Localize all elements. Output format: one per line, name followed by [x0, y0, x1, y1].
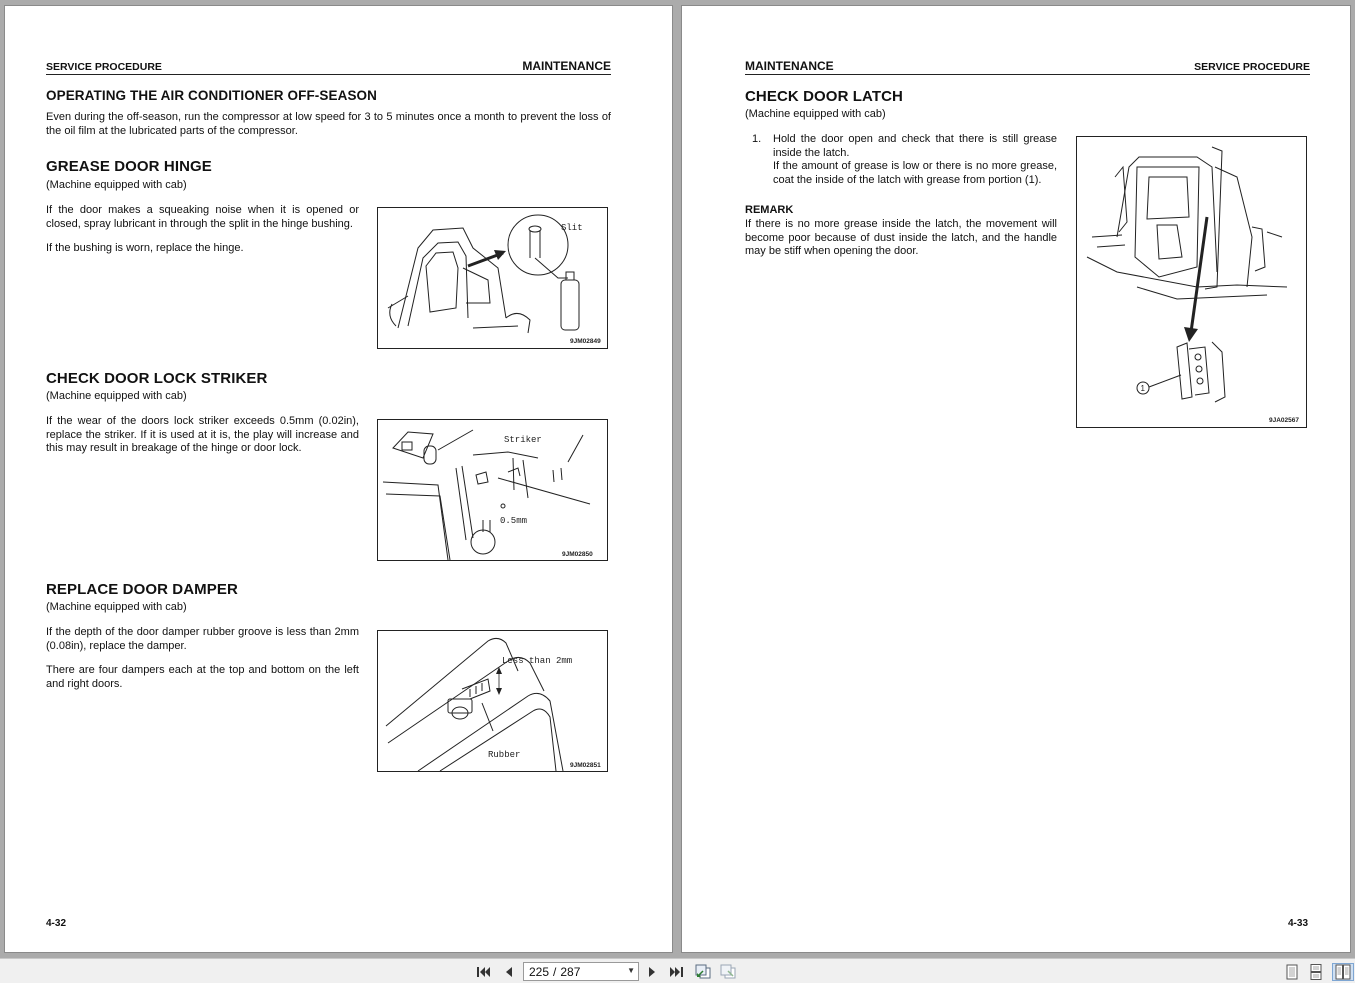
section-subtitle-latch: (Machine equipped with cab)	[745, 108, 886, 120]
total-pages-value: 287	[560, 964, 581, 979]
striker-illustration	[378, 420, 608, 561]
running-header	[745, 59, 1310, 75]
navigate-forward-icon	[719, 964, 737, 980]
section-subtitle-striker: (Machine equipped with cab)	[46, 390, 187, 402]
page-number-right: 4-33	[1288, 918, 1309, 929]
step-text-1: Hold the door open and check that there is still grease inside the latch.	[773, 133, 1057, 159]
fig-label-rubber: Rubber	[488, 750, 521, 760]
fig-callout-1: 1	[1140, 384, 1145, 393]
fig-code-striker: 9JM02850	[562, 551, 593, 558]
section-text-striker: If the wear of the doors lock striker exceeds 0.5mm (0.02in), replace the striker. If it is used at it is, the play will increase and this may result in breakage of the hinge or door lock.	[46, 415, 359, 454]
running-header	[46, 59, 611, 75]
figure-door-hinge	[377, 207, 608, 349]
step-text-2: If the amount of grease is low or there is no more grease, coat the inside of the latch with grease from portion (1).	[773, 160, 1057, 186]
single-page-icon	[1286, 964, 1298, 980]
current-page-value: 225	[529, 964, 550, 979]
two-page-icon	[1335, 964, 1351, 980]
section-text-ac: Even during the off-season, run the compressor at low speed for 3 to 5 minutes once a month to prevent the loss of the oil film at the lubricated parts of the compressor.	[46, 111, 611, 137]
section-subtitle-hinge: (Machine equipped with cab)	[46, 179, 187, 191]
page-number-selector[interactable]	[523, 962, 639, 981]
two-page-view-button[interactable]	[1332, 963, 1354, 981]
single-page-view-button[interactable]	[1283, 963, 1301, 981]
section-subtitle-damper: (Machine equipped with cab)	[46, 601, 187, 613]
last-page-button[interactable]	[667, 963, 685, 981]
header-right-text: MAINTENANCE	[522, 59, 611, 73]
damper-illustration	[378, 631, 608, 772]
latch-illustration	[1077, 137, 1307, 428]
section-title-striker: CHECK DOOR LOCK STRIKER	[46, 370, 268, 387]
section-text-hinge-2: If the bushing is worn, replace the hinge.	[46, 242, 244, 254]
section-title-latch: CHECK DOOR LATCH	[745, 88, 903, 105]
remark-text: If there is no more grease inside the latch, the movement will become poor because of dust inside the latch, and the handle may be stiff when opening the door.	[745, 218, 1057, 257]
cab-hinge-illustration	[378, 208, 608, 349]
header-right-text: SERVICE PROCEDURE	[1194, 61, 1310, 73]
fig-code-hinge: 9JM02849	[570, 338, 601, 345]
next-page-button[interactable]	[643, 963, 661, 981]
next-page-icon	[647, 966, 657, 978]
figure-door-latch	[1076, 136, 1307, 428]
navigate-forward-button[interactable]	[719, 963, 737, 981]
fig-label-dimension: 0.5mm	[500, 516, 528, 526]
page-separator: /	[553, 964, 557, 979]
navigate-back-button[interactable]	[694, 963, 712, 981]
section-title-damper: REPLACE DOOR DAMPER	[46, 581, 238, 598]
figure-door-damper	[377, 630, 608, 772]
first-page-icon	[477, 966, 491, 978]
navigate-back-icon	[694, 964, 712, 980]
figure-door-lock-striker	[377, 419, 608, 561]
header-left-text: SERVICE PROCEDURE	[46, 61, 162, 73]
section-text-hinge-1: If the door makes a squeaking noise when it is opened or closed, spray lubricant in through the split in the hinge bushing.	[46, 204, 359, 230]
fig-label-slit: Slit	[561, 223, 583, 233]
section-title-ac: OPERATING THE AIR CONDITIONER OFF-SEASON	[46, 88, 378, 103]
step-number: 1.	[752, 133, 762, 145]
previous-page-button[interactable]	[500, 963, 518, 981]
section-text-damper-2: There are four dampers each at the top and bottom on the left and right doors.	[46, 664, 359, 690]
page-left	[4, 5, 673, 953]
previous-page-icon	[504, 966, 514, 978]
continuous-view-button[interactable]	[1307, 963, 1325, 981]
fig-label-striker: Striker	[504, 435, 542, 445]
fig-code-latch: 9JA02567	[1269, 417, 1299, 424]
viewer-toolbar	[0, 958, 1355, 983]
section-text-damper-1: If the depth of the door damper rubber groove is less than 2mm (0.08in), replace the damper.	[46, 626, 359, 652]
first-page-button[interactable]	[475, 963, 493, 981]
continuous-page-icon	[1310, 964, 1322, 980]
page-right	[681, 5, 1351, 953]
section-title-hinge: GREASE DOOR HINGE	[46, 158, 212, 175]
last-page-icon	[669, 966, 683, 978]
remark-title: REMARK	[745, 204, 794, 216]
page-number-left: 4-32	[46, 918, 67, 929]
fig-code-damper: 9JM02851	[570, 762, 601, 769]
chevron-down-icon: ▼	[627, 966, 635, 975]
fig-label-less-than: Less than 2mm	[502, 656, 573, 666]
header-left-text: MAINTENANCE	[745, 59, 834, 73]
